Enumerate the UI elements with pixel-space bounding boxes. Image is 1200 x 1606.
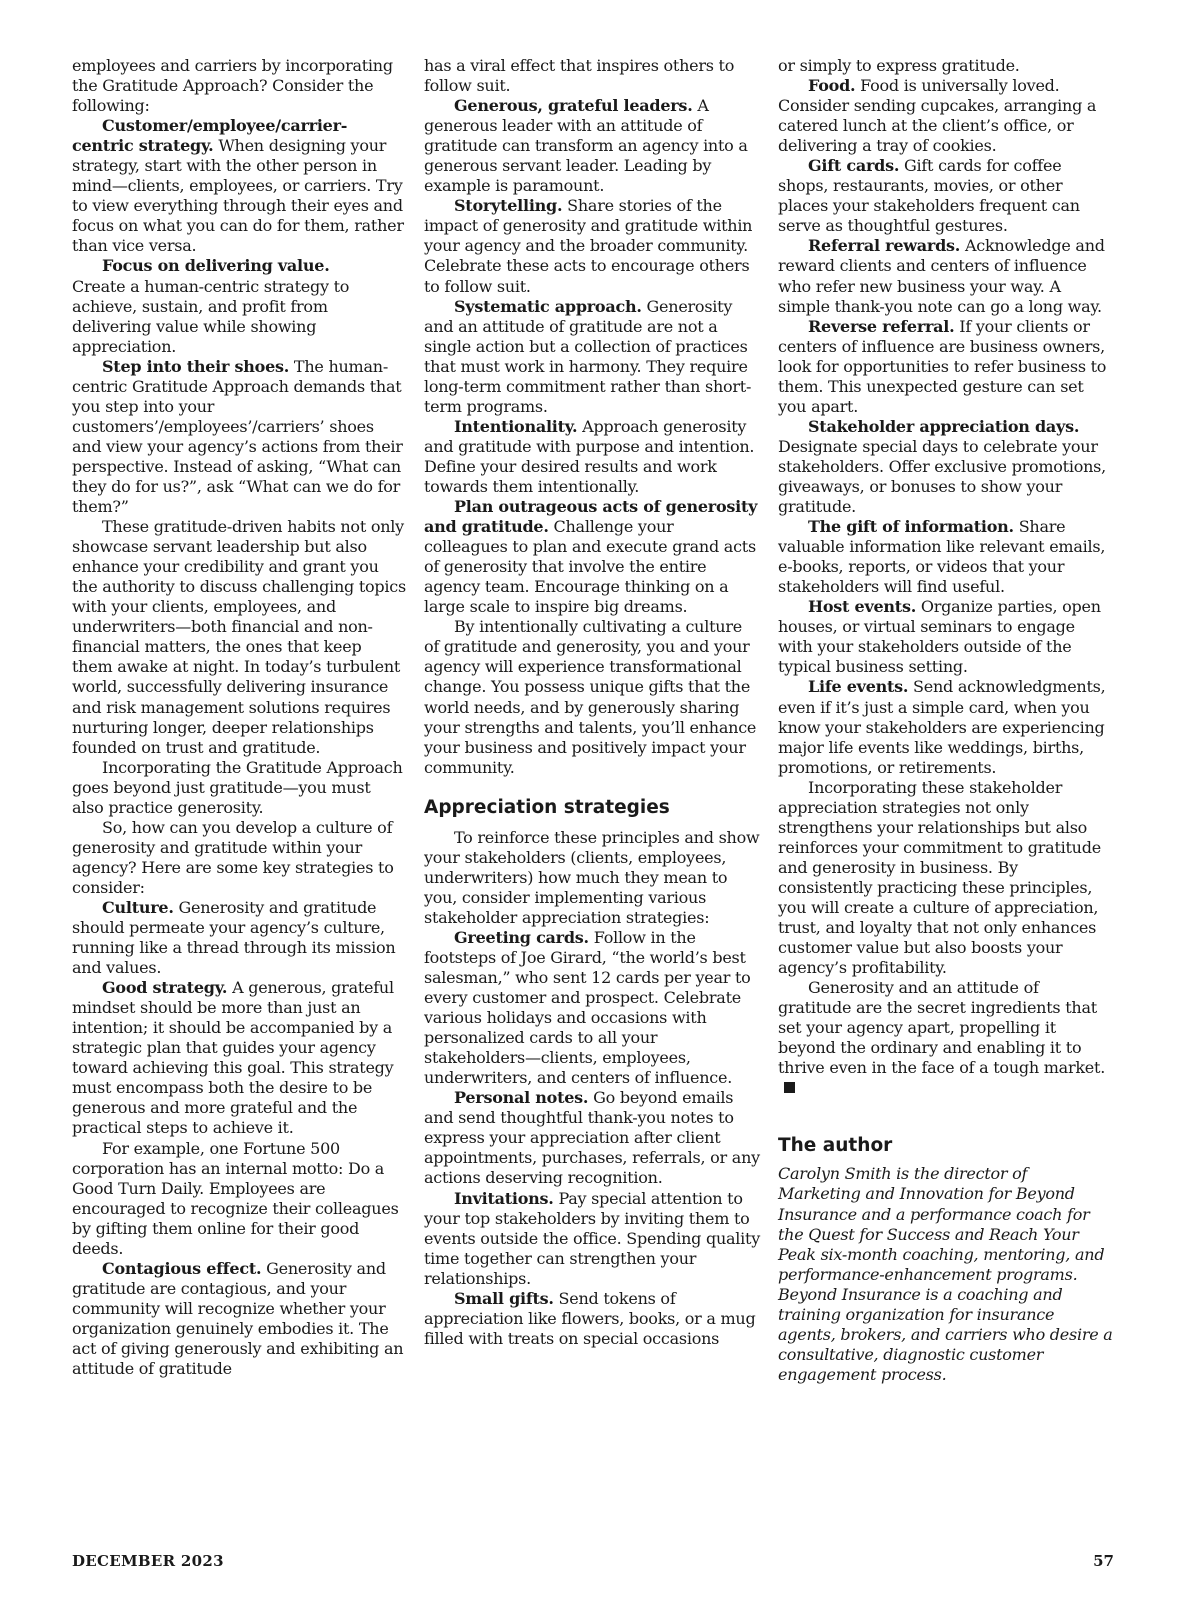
paragraph (424, 1088, 760, 1188)
paragraph (424, 417, 760, 497)
paragraph (424, 497, 760, 617)
paragraph-lead: Reverse referral. (808, 316, 955, 336)
paragraph (72, 978, 406, 1138)
paragraph (424, 196, 760, 296)
paragraph (72, 357, 406, 517)
paragraph: has a viral effect that inspires others to follow suit. (424, 56, 735, 96)
paragraph (424, 1289, 760, 1349)
paragraph-text: When designing your strategy, start with the other person in mind—clients, employees, or carriers. Try to view everything through their eyes and focus on what you can do for them, rather than vice versa. (72, 136, 404, 256)
paragraph-lead: Personal notes. (454, 1088, 589, 1108)
paragraph-text: Generosity and gratitude are contagious, and your community will recognize whether your organization genuinely embodies it. The act of giving generously and exhibiting an attitude of gratitude (72, 1258, 404, 1379)
paragraph (778, 978, 1114, 1098)
paragraph-lead: Focus on delivering value. (102, 256, 330, 276)
paragraph-text: The human-centric Gratitude Approach demands that you step into your customers’/employees’/carriers’ shoes and view your agency’s actions from their perspective. Instead of asking, “What can they do for us?”, ask “What can we do for them?” (72, 356, 403, 517)
paragraph (778, 156, 1114, 236)
paragraph-lead: Food. (808, 76, 856, 96)
end-of-article-mark (784, 1082, 795, 1093)
paragraph-text: Approach generosity and gratitude with purpose and intention. Define your desired results and work towards them intentionally. (424, 416, 755, 496)
paragraph: or simply to express gratitude. (778, 56, 1020, 75)
article-column-3 (778, 56, 1114, 1385)
paragraph-text: Acknowledge and reward clients and centers of influence who refer new business your way. A simple thank-you note can go a long way. (778, 236, 1105, 316)
paragraph-lead: Generous, grateful leaders. (454, 96, 693, 116)
paragraph (778, 236, 1114, 316)
article-column-1 (72, 56, 406, 1379)
paragraph (778, 76, 1114, 156)
paragraph-text: A generous, grateful mindset should be more than just an intention; it should be accompanied by a strategic plan that guides your agency toward achieving this goal. This strategy must encompass both the desire to be generous and more grateful and the practical steps to achieve it. (72, 978, 394, 1138)
paragraph (424, 1189, 760, 1289)
paragraph-text: Share stories of the impact of generosity and gratitude within your agency and the broader community. Celebrate these acts to encourage others to follow suit. (424, 196, 753, 296)
paragraph-lead: Good strategy. (102, 978, 228, 998)
paragraph-lead: Greeting cards. (454, 927, 589, 947)
paragraph (72, 898, 406, 978)
paragraph-text: Go beyond emails and send thoughtful thank-you notes to express your appreciation after client appointments, purchases, referrals, or any actions deserving recognition. (424, 1088, 760, 1188)
paragraph-text: If your clients or centers of influence are business owners, look for opportunities to refer business to them. This unexpected gesture can set you apart. (778, 316, 1107, 416)
paragraph: By intentionally cultivating a culture of gratitude and generosity, you and your agency will experience transformational change. You possess unique gifts that the world needs, and by generously sharing your strengths and talents, you’ll enhance your business and positively impact your community. (424, 617, 757, 777)
paragraph-text: Challenge your colleagues to plan and execute grand acts of generosity that involve the entire agency team. Encourage thinking on a large scale to inspire big dreams. (424, 517, 756, 617)
paragraph-lead: The gift of information. (808, 517, 1014, 537)
paragraph-lead: Storytelling. (454, 196, 563, 216)
paragraph: employees and carriers by incorporating the Gratitude Approach? Consider the following: (72, 56, 393, 116)
paragraph-lead: Culture. (102, 897, 174, 917)
issue-date: DECEMBER 2023 (72, 1552, 224, 1570)
paragraph (778, 517, 1114, 597)
paragraph-text: Designate special days to celebrate your stakeholders. Offer exclusive promotions, giveaways, or bonuses to show your gratitude. (778, 436, 1106, 517)
paragraph-text: Follow in the footsteps of Joe Girard, “the world’s best salesman,” who sent 12 cards per year to every customer and prospect. Celebrate various holidays and occasions with personalized cards to all your stakeholders—clients, employees, underwriters, and centers of influence. (424, 927, 751, 1088)
paragraph-lead: Customer/employee/carrier-centric strategy. (72, 116, 348, 156)
paragraph: Incorporating these stakeholder appreciation strategies not only strengthens your relationships but also reinforces your commitment to gratitude and generosity in business. By consistently practicing these principles, you will create a culture of appreciation, trust, and loyalty that not only enhances customer value but also boosts your agency’s profitability. (778, 777, 1101, 978)
paragraph-lead: Plan outrageous acts of generosity and gratitude. (424, 497, 758, 537)
paragraph (424, 928, 760, 1088)
paragraph-text: Generosity and gratitude should permeate your agency’s culture, running like a thread through its mission and values. (72, 897, 396, 978)
paragraph: To reinforce these principles and show your stakeholders (clients, employees, underwriters) how much they mean to you, consider implementing various stakeholder appreciation strategies: (424, 827, 760, 927)
paragraph-text: Generosity and an attitude of gratitude are not a single action but a collection of practices that must work in harmony. They require long-term commitment rather than short-term programs. (424, 296, 752, 416)
paragraph-lead-line (72, 256, 406, 276)
section-heading: Appreciation strategies (424, 796, 670, 818)
paragraph-lead: Gift cards. (808, 156, 900, 176)
author-bio: Carolyn Smith is the director of Marketing and Innovation for Beyond Insurance and a performance coach for the Quest for Success and Reach Your Peak six-month coaching, mentoring, and performance-enhancement programs. Beyond Insurance is a coaching and training organization for insurance agents, brokers, and carriers who desire a consultative, diagnostic customer engagement process. (778, 1164, 1113, 1384)
paragraph-text: Send tokens of appreciation like flowers, books, or a mug filled with treats on special occasions (424, 1288, 756, 1348)
paragraph: For example, one Fortune 500 corporation has an internal motto: Do a Good Turn Daily. Employees are encouraged to recognize their colleagues by gifting them online for their good deeds. (72, 1138, 399, 1258)
paragraph: So, how can you develop a culture of generosity and gratitude within your agency? Here are some key strategies to consider: (72, 817, 394, 897)
paragraph-lead: Contagious effect. (102, 1258, 262, 1278)
paragraph (72, 116, 406, 256)
paragraph-lead: Intentionality. (454, 416, 578, 436)
author-heading: The author (778, 1135, 893, 1157)
paragraph-lead: Referral rewards. (808, 236, 961, 256)
paragraph: Create a human-centric strategy to achieve, sustain, and profit from delivering value while showing appreciation. (72, 276, 350, 356)
paragraph-lead: Invitations. (454, 1188, 554, 1208)
paragraph-lead: Life events. (808, 677, 909, 697)
paragraph-text: Pay special attention to your top stakeholders by inviting them to events outside the office. Spending quality time together can strengthen your relationships. (424, 1188, 760, 1288)
paragraph (72, 1259, 406, 1379)
paragraph-text: Share valuable information like relevant emails, e-books, reports, or videos that your stakeholders will find useful. (778, 517, 1106, 597)
paragraph-text: Generosity and an attitude of gratitude are the secret ingredients that set your agency apart, propelling it beyond the ordinary and enabling it to thrive even in the face of a tough market. (778, 978, 1106, 1078)
page-number: 57 (1093, 1552, 1114, 1570)
paragraph: These gratitude-driven habits not only showcase servant leadership but also enhance your credibility and grant you the authority to discuss challenging topics with your clients, employees, and underwriters—both financial and non-financial matters, the ones that keep them awake at night. In today’s turbulent world, successfully delivering insurance and risk management solutions requires nurturing longer, deeper relationships founded on trust and gratitude. (72, 517, 406, 757)
paragraph: Incorporating the Gratitude Approach goes beyond just gratitude—you must also practice generosity. (72, 757, 403, 817)
paragraph (424, 297, 760, 417)
paragraph-lead: Step into their shoes. (102, 356, 290, 376)
paragraph-text: Send acknowledgments, even if it’s just a simple card, when you know your stakeholders are experiencing major life events like weddings, births, promotions, or retirements. (778, 677, 1106, 777)
paragraph (778, 677, 1114, 777)
article-column-2 (424, 56, 760, 1349)
paragraph (778, 317, 1114, 417)
paragraph-lead: Small gifts. (454, 1288, 554, 1308)
paragraph-text: Gift cards for coffee shops, restaurants, movies, or other places your stakeholders frequent can serve as thoughtful gestures. (778, 156, 1080, 236)
paragraph (778, 417, 1114, 517)
paragraph-lead: Systematic approach. (454, 296, 642, 316)
paragraph-text: Organize parties, open houses, or virtual seminars to engage with your stakeholders outside of the typical business setting. (778, 597, 1101, 677)
paragraph-text: Food is universally loved. Consider sending cupcakes, arranging a catered lunch at the client’s office, or delivering a tray of cookies. (778, 76, 1097, 156)
paragraph-text: A generous leader with an attitude of gratitude can transform an agency into a generous servant leader. Leading by example is paramount. (424, 96, 748, 196)
paragraph-lead: Host events. (808, 597, 917, 617)
paragraph-lead: Stakeholder appreciation days. (808, 416, 1080, 436)
paragraph (424, 96, 760, 196)
paragraph (778, 597, 1114, 677)
